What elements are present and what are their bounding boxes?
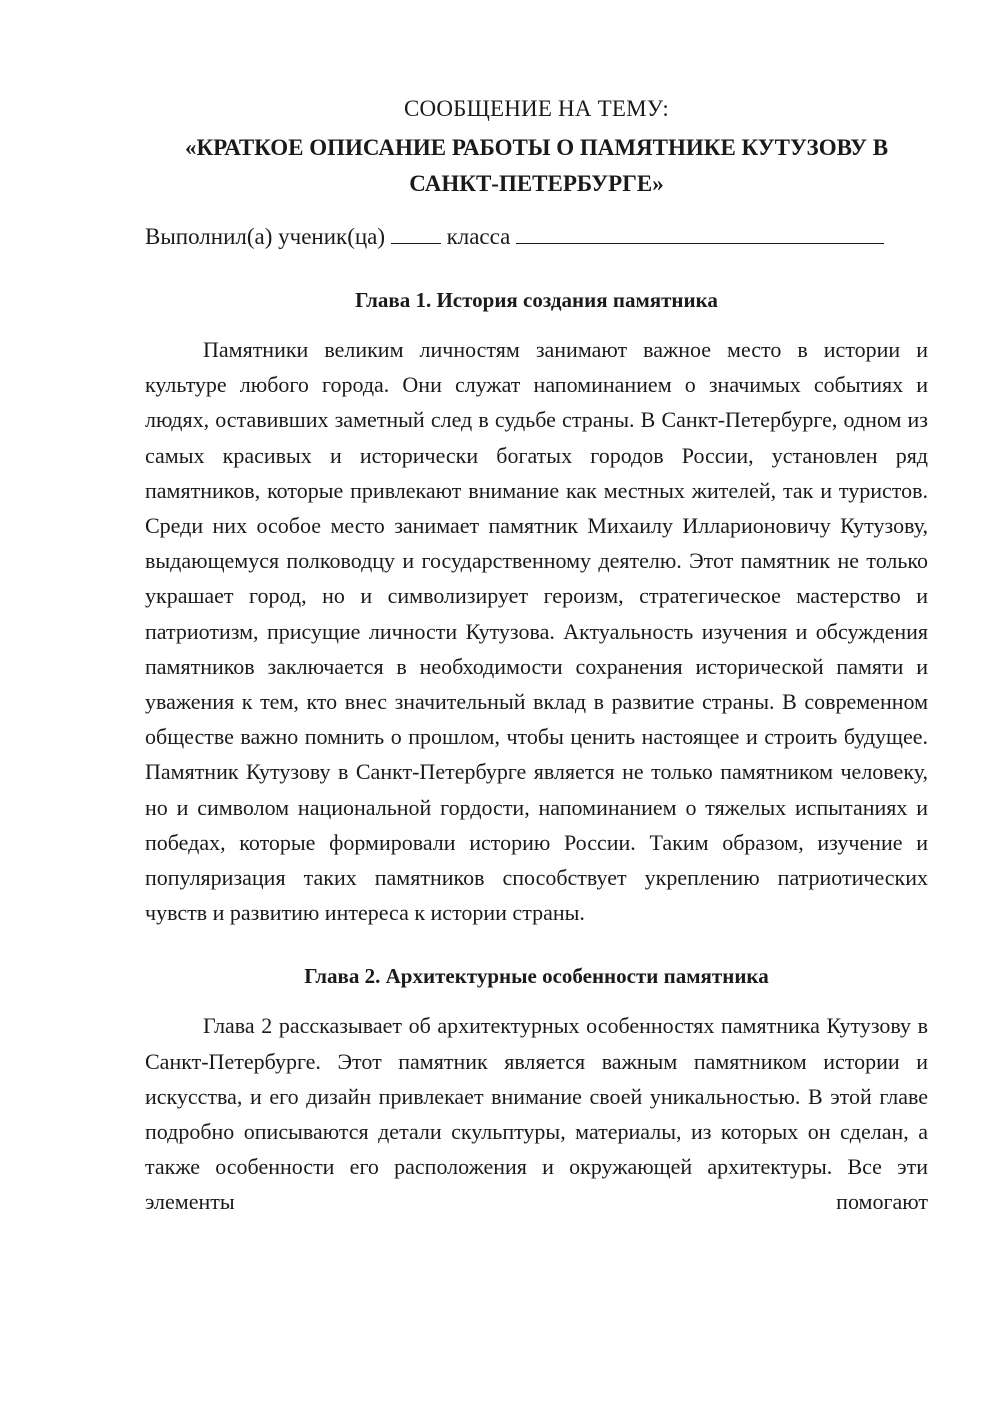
chapter-2-paragraph: Глава 2 рассказывает об архитектурных особенностях памятника Кутузову в Санкт-Петербурге. Этот памятник является важным памятником истории и искусства, и его дизайн привлекает внимание своей уникальностью. В этой главе подробно описываются детали скульптуры, материалы, из которых он сделан, а также особенности его расположения и окружающей архитектуры. Все эти элементы помогают bbox=[145, 1013, 928, 1215]
author-line bbox=[145, 220, 928, 254]
chapter-1-paragraph: Памятники великим личностям занимают важное место в истории и культуре любого города. Они служат напоминанием о значимых событиях и людях, оставивших заметный след в судьбе страны. В Санкт-Петербурге, одном из самых красивых и исторически богатых городов России, установлен ряд памятников, которые привлекают внимание как местных жителей, так и туристов. Среди них особое место занимает памятник Михаилу Илларионовичу Кутузову, выдающемуся полководцу и государственному деятелю. Этот памятник не только украшает город, но и символизирует героизм, стратегическое мастерство и патриотизм, присущие личности Кутузова. Актуальность изучения и обсуждения памятников заключается в необходимости сохранения исторической памяти и уважения к тем, кто внес значительный вклад в развитие страны. В современном обществе важно помнить о прошлом, чтобы ценить настоящее и строить будущее. Памятник Кутузову в Санкт-Петербурге является не только памятником человеку, но и символом национальной гордости, напоминанием о тяжелых испытаниях и победах, которые формировали историю России. Таким образом, изучение и популяризация таких памятников способствует укреплению патриотических чувств и развитию интереса к истории страны. bbox=[145, 337, 928, 926]
chapter-2-title: Глава 2. Архитектурные особенности памятника bbox=[304, 964, 769, 989]
document-title: «КРАТКОЕ ОПИСАНИЕ РАБОТЫ О ПАМЯТНИКЕ КУТУЗОВУ В САНКТ-ПЕТЕРБУРГЕ» bbox=[184, 135, 889, 196]
document-page bbox=[145, 92, 928, 1220]
student-name-blank-field bbox=[516, 221, 884, 244]
author-prefix: Выполнил(а) ученик(ца) bbox=[145, 224, 386, 249]
grade-blank-field bbox=[391, 221, 441, 244]
document-heading: СООБЩЕНИЕ НА ТЕМУ: bbox=[404, 96, 669, 121]
author-class-word: класса bbox=[446, 224, 511, 249]
chapter-1-title: Глава 1. История создания памятника bbox=[355, 288, 718, 312]
